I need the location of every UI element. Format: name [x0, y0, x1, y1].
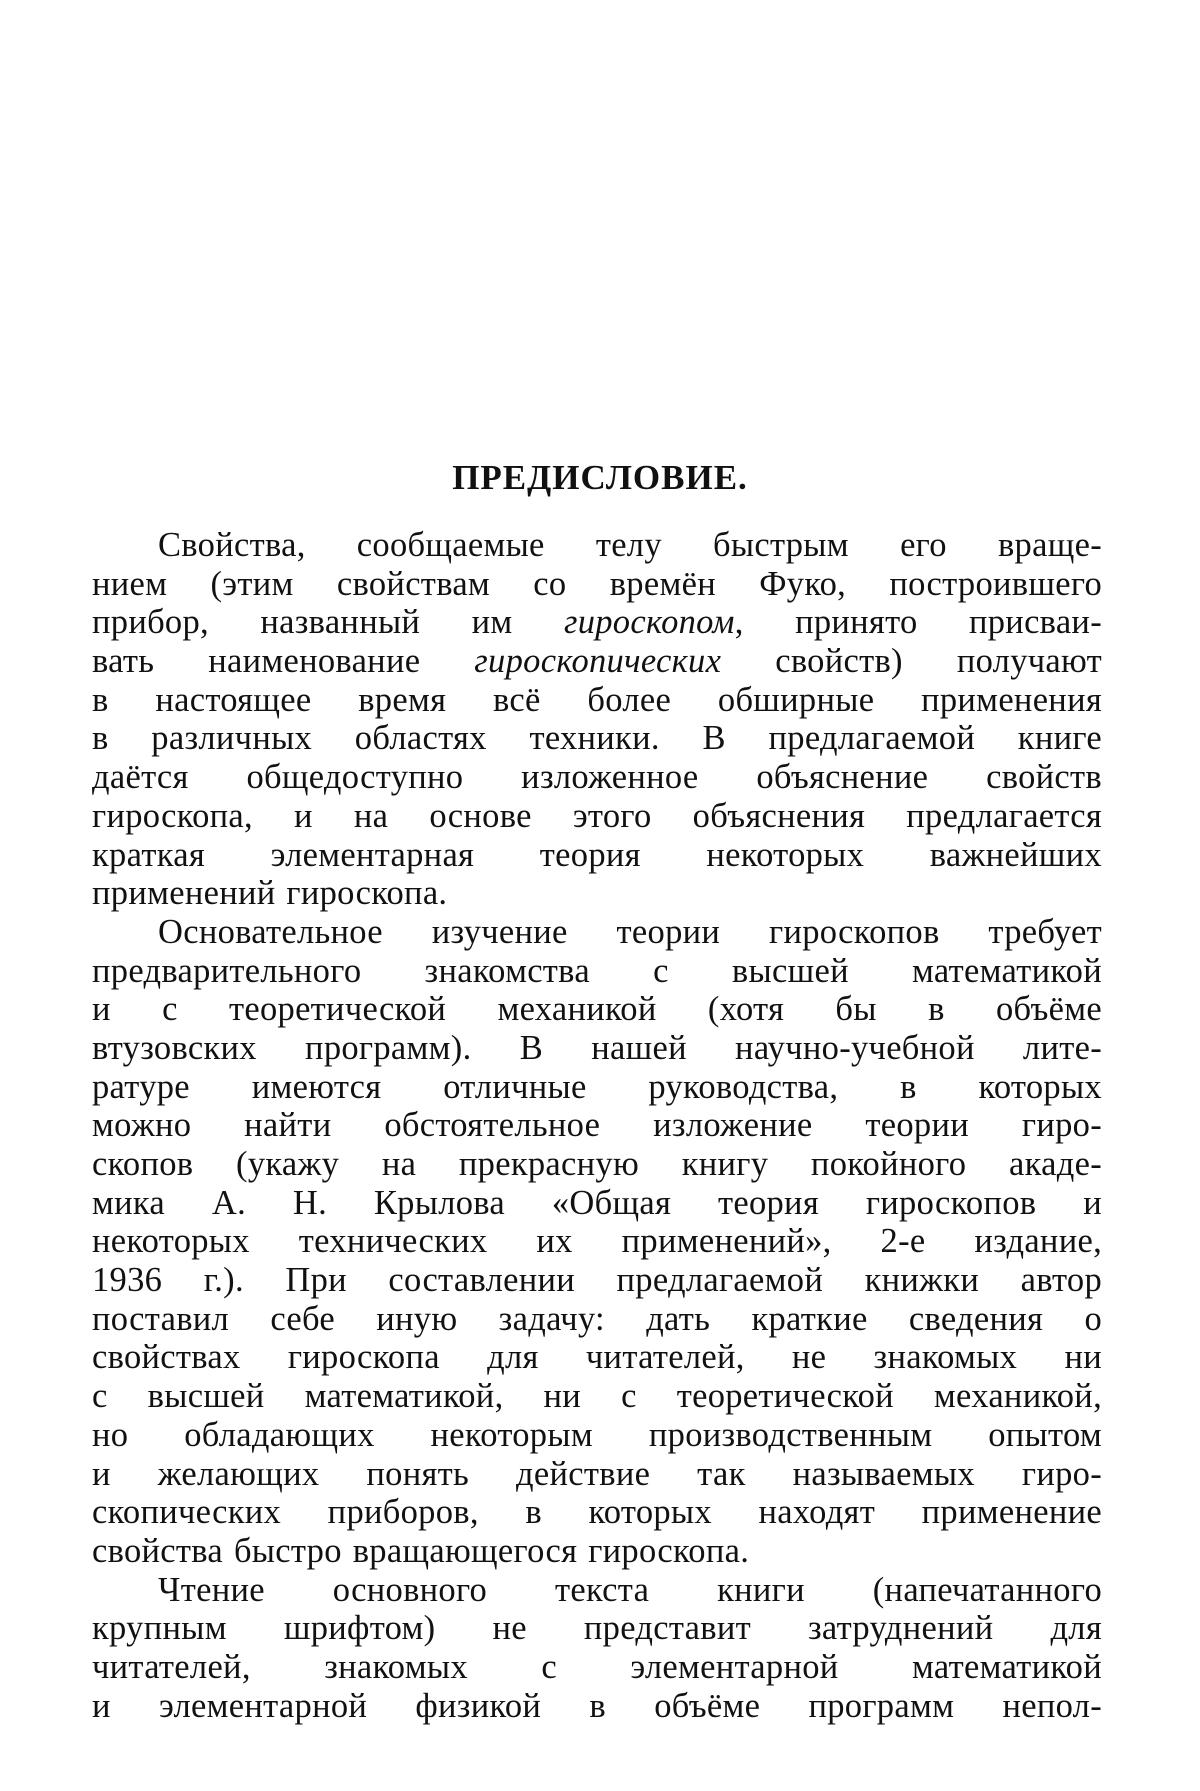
text-run: и элементарной физикой в объёме программ непол-: [92, 1686, 1102, 1725]
text-line: [92, 681, 1102, 720]
text-line: [92, 1377, 1102, 1416]
text-run: втузовских программ). В нашей научно-учебной лите-: [92, 1028, 1102, 1067]
text-run: и с теоретической механикой (хотя бы в объёме: [92, 990, 1102, 1029]
text-run: предварительного знакомства с высшей математикой: [92, 951, 1102, 990]
text-run: скопов (укажу на прекрасную книгу покойного акаде-: [92, 1145, 1102, 1183]
text-run: но обладающих некоторым производственным опытом: [92, 1415, 1102, 1454]
text-line: [92, 642, 1102, 681]
text-run: вать наименование: [92, 642, 475, 681]
text-line: [92, 913, 1102, 952]
text-line: [92, 1416, 1102, 1455]
text-run: крупным шрифтом) не представит затруднений для: [92, 1609, 1102, 1648]
text-run: , принято присваи-: [734, 603, 1102, 642]
text-run: гироскопа, и на основе этого объяснения предлагается: [92, 796, 1102, 835]
text-run: свойства быстро вращающегося гироскопа.: [92, 1531, 750, 1570]
text-line: [92, 1300, 1102, 1339]
text-line: [92, 1145, 1102, 1184]
text-line: [92, 874, 1102, 913]
text-run: Свойства, сообщаемые телу быстрым его враще-: [158, 526, 1102, 564]
text-run: краткая элементарная теория некоторых важнейших: [92, 835, 1102, 874]
text-line: [92, 526, 1102, 565]
text-run: мика А. Н. Крылова «Общая теория гироскопов и: [92, 1183, 1102, 1222]
text-line: [92, 1609, 1102, 1648]
text-line: [92, 797, 1102, 836]
page-heading: ПРЕДИСЛОВИЕ.: [452, 458, 748, 497]
text-run: 1936 г.). При составлении предлагаемой книжки автор: [92, 1261, 1102, 1300]
text-run: нием (этим свойствам со времён Фуко, построившего: [92, 564, 1102, 603]
text-run: свойств) получают: [721, 642, 1103, 681]
text-line: [92, 1648, 1102, 1687]
text-run: некоторых технических их применений», 2-е издание,: [92, 1222, 1102, 1261]
text-line: [92, 1338, 1102, 1377]
text-run: с высшей математикой, ни с теоретической механикой,: [92, 1377, 1102, 1416]
text-run: в настоящее время всё более обширные применения: [92, 680, 1102, 719]
text-line: [92, 836, 1102, 875]
text-line: [92, 1184, 1102, 1223]
text-run: скопических приборов, в которых находят применение: [92, 1493, 1102, 1532]
text-run: и желающих понять действие так называемых гиро-: [92, 1454, 1102, 1493]
text-run: свойствах гироскопа для читателей, не знакомых ни: [92, 1338, 1102, 1377]
text-run: прибор, названный им: [92, 603, 564, 642]
text-run: применений гироскопа.: [92, 874, 448, 913]
text-run: Чтение основного текста книги (напечатанного: [158, 1570, 1102, 1609]
text-run: даётся общедоступно изложенное объяснение свойств: [92, 758, 1102, 797]
italic-term: гироскопом: [563, 603, 735, 642]
text-line: [92, 1532, 1102, 1571]
text-line: [92, 1571, 1102, 1610]
text-line: [92, 758, 1102, 797]
text-run: можно найти обстоятельное изложение теории гиро-: [92, 1106, 1102, 1145]
text-line: [92, 1068, 1102, 1107]
text-run: ратуре имеются отличные руководства, в которых: [92, 1067, 1102, 1106]
text-line: [92, 1493, 1102, 1532]
text-line: [92, 990, 1102, 1029]
text-line: [92, 1261, 1102, 1300]
text-line: [92, 1687, 1102, 1726]
text-line: [92, 952, 1102, 991]
text-line: [92, 565, 1102, 604]
text-run: читателей, знакомых с элементарной математикой: [92, 1647, 1102, 1686]
text-line: [92, 1029, 1102, 1068]
text-run: поставил себе иную задачу: дать краткие сведения о: [92, 1299, 1102, 1338]
text-line: [92, 603, 1102, 642]
text-run: в различных областях техники. В предлагаемой книге: [92, 719, 1102, 758]
text-line: [92, 719, 1102, 758]
text-run: Основательное изучение теории гироскопов требует: [158, 912, 1102, 951]
text-line: [92, 1106, 1102, 1145]
italic-term: гироскопических: [474, 642, 722, 681]
text-line: [92, 1455, 1102, 1494]
preface-text: [92, 526, 1102, 1725]
text-line: [92, 1222, 1102, 1261]
